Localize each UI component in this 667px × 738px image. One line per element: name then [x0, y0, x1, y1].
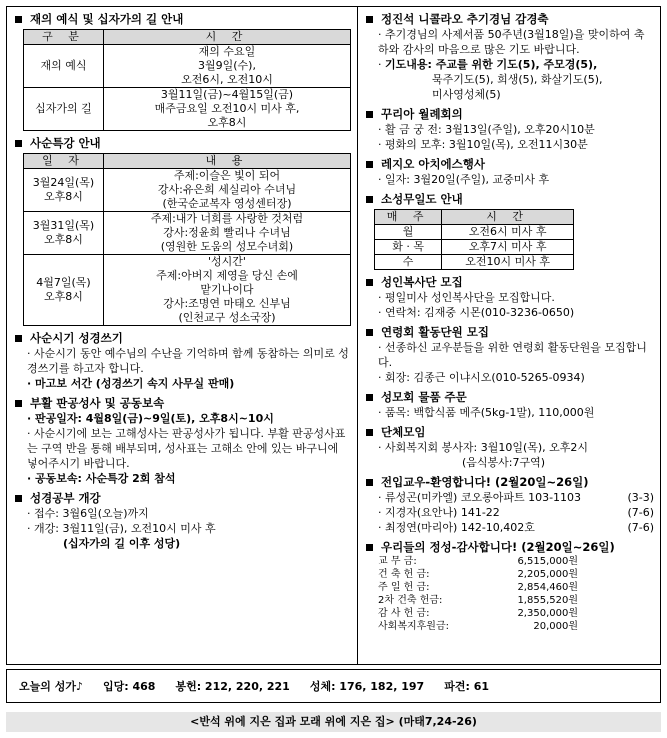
table-header: 구 분 — [24, 30, 104, 45]
section-title-lent-lecture: 사순특강 안내 — [13, 135, 351, 151]
left-column — [7, 7, 358, 664]
hymn-label: 오늘의 성가♪ — [19, 680, 83, 693]
section-title-offerings: 우리들의 정성-감사합니다! (2월20일~26일) — [364, 539, 654, 555]
list-item: · 접수: 3월6일(오늘)까지 — [27, 507, 149, 520]
list-item: · 회장: 김종근 이냐시오(010-5265-0934) — [378, 371, 585, 384]
list-item: · 판공일자: 4월8일(금)~9일(토), 오후8시~10시 — [27, 412, 274, 425]
square-bullet-icon — [366, 16, 373, 23]
section-title-office: 소성무일도 안내 — [364, 191, 654, 207]
hymn-offertory: 봉헌: 212, 220, 221 — [175, 680, 290, 693]
list-item: · 활 금 궁 전: 3월13일(주일), 오후20시10분 — [378, 123, 595, 136]
square-bullet-icon — [366, 161, 373, 168]
list-item: · 사회복지회 봉사자: 3월10일(목), 오후2시 — [378, 441, 589, 454]
offering-list: 교 무 금: 6,515,000원 건 축 헌 금: 2,205,000원 주 일 헌 금: 2,854,460원 2차 건축 헌금: 1,855,520원 감 사 헌 금: 2,350,000원 사회복지후원금: 20,000원 — [378, 556, 578, 632]
section-title-legio: 레지오 아치에스행사 — [364, 156, 654, 172]
section-title-funeral: 연령회 활동단원 모집 — [364, 324, 654, 340]
table-row: 십자가의 길 3월11일(금)~4월15일(금) 매주금요일 오전10시 미사 후, 오후8시 — [24, 88, 351, 131]
hymn-bar — [6, 669, 661, 703]
list-item: · 추기경님의 사제서품 50주년(3월18일)을 맞이하여 축하와 감사의 마음으로 많은 기도 바랍니다. — [378, 28, 645, 56]
section-title-cardinal: 정진석 니콜라오 추기경님 감경축 — [364, 11, 654, 27]
table-header: 내 용 — [104, 154, 351, 169]
square-bullet-icon — [366, 196, 373, 203]
list-item: · 류성곤(미카엘) 코오롱아파트 103-1103 (3-3) — [378, 491, 654, 504]
table-row: 수 오전10시 미사 후 — [375, 255, 574, 270]
list-item: · 사순시기 동안 예수님의 수난을 기억하며 함께 동참하는 의미로 성경쓰기를 하고자 합니다. — [27, 347, 349, 375]
square-bullet-icon — [15, 335, 22, 342]
square-bullet-icon — [15, 140, 22, 147]
section-title-newcomers: 전입교우-환영합니다! (2월20일~26일) — [364, 474, 654, 490]
square-bullet-icon — [15, 400, 22, 407]
table-header: 시 간 — [442, 210, 574, 225]
table-header: 시 간 — [104, 30, 351, 45]
table-row: 재의 예식 재의 수요일 3월9일(수), 오전6시, 오전10시 — [24, 45, 351, 88]
list-item: (십자가의 길 이후 성당) — [63, 537, 181, 550]
list-item: · 기도내용: 주교를 위한 기도(5), 주모경(5), — [378, 58, 598, 71]
list-item: · 지경자(요안나) 141-22 (7-6) — [378, 506, 654, 519]
square-bullet-icon — [366, 544, 373, 551]
table-row: 4월7일(목) 오후8시 '성시간' 주제:아버지 제영을 당신 손에 맡기나이다 강사:조명연 마태오 신부님 (인천교구 성소국장) — [24, 255, 351, 326]
section-title-curia: 꾸리아 월례회의 — [364, 106, 654, 122]
table-row: 월 오전6시 미사 후 — [375, 225, 574, 240]
table-header: 매 주 — [375, 210, 442, 225]
square-bullet-icon — [366, 329, 373, 336]
list-item: · 마고보 서간 (성경쓰기 속지 사무실 판매) — [27, 377, 235, 390]
list-item: · 개강: 3월11일(금), 오전10시 미사 후 — [27, 522, 216, 535]
section-title-ash: 재의 예식 및 십자가의 길 안내 — [13, 11, 351, 27]
square-bullet-icon — [366, 111, 373, 118]
bulletin-body — [6, 6, 661, 665]
table-row: 3월24일(목) 오후8시 주제:이슬은 빛이 되어 강사:유은희 세실리아 수녀님 (한국순교복자 영성센터장) — [24, 169, 351, 212]
square-bullet-icon — [15, 495, 22, 502]
section-title-groups: 단체모임 — [364, 424, 654, 440]
list-item: · 최정연(마리아) 142-10,402호 (7-6) — [378, 521, 654, 534]
hymn-communion: 성체: 176, 182, 197 — [309, 680, 425, 693]
square-bullet-icon — [366, 279, 373, 286]
right-column — [358, 7, 660, 664]
bible-verse: <반석 위에 지은 집과 모래 위에 지은 집> (마태7,24-26) — [6, 712, 661, 732]
square-bullet-icon — [366, 429, 373, 436]
list-item: · 일자: 3월20일(주일), 교중미사 후 — [378, 173, 550, 186]
list-item: · 사순시기에 보는 고해성사는 판공성사가 됩니다. 부활 판공성사표는 구역 반을 통해 배부되며, 성사표는 고해소 안에 있는 바구니에 넣어주시기 바랍니다. — [27, 427, 346, 470]
square-bullet-icon — [15, 16, 22, 23]
list-item: · 선종하신 교우분들을 위한 연령회 활동단원을 모집합니다. — [378, 341, 647, 369]
square-bullet-icon — [366, 394, 373, 401]
list-item: · 공동보속: 사순특강 2회 참석 — [27, 472, 176, 485]
list-item: · 평일미사 성인복사단을 모집합니다. — [378, 291, 555, 304]
table-row: 3월31일(목) 오후8시 주제:내가 너희를 사랑한 것처럼 강사:정윤희 빨리나 수녀님 (영원한 도움의 성모수녀회) — [24, 212, 351, 255]
section-title-bible-study: 성경공부 개강 — [13, 490, 351, 506]
office-table — [374, 209, 574, 270]
hymn-entrance: 입당: 468 — [102, 680, 156, 693]
lent-lecture-table — [23, 153, 351, 326]
section-title-altar-servers: 성인복사단 모집 — [364, 274, 654, 290]
list-item: · 연락처: 김재중 시몬(010-3236-0650) — [378, 306, 575, 319]
ash-cross-table — [23, 29, 351, 131]
list-item: · 품목: 백합식품 메주(5kg-1말), 110,000원 — [378, 406, 595, 419]
table-header: 일 자 — [24, 154, 104, 169]
list-item: · 평화의 모후: 3월10일(목), 오전11시30분 — [378, 138, 588, 151]
section-title-confession: 부활 판공성사 및 공동보속 — [13, 395, 351, 411]
list-item: 미사영성체(5) — [432, 88, 501, 101]
list-item: 묵주기도(5), 희생(5), 화살기도(5), — [432, 73, 603, 86]
square-bullet-icon — [366, 479, 373, 486]
section-title-bible-writing: 사순시기 성경쓰기 — [13, 330, 351, 346]
table-row: 화 · 목 오후7시 미사 후 — [375, 240, 574, 255]
list-item: (음식봉사:7구역) — [462, 456, 546, 469]
hymn-recession: 파견: 61 — [444, 680, 490, 693]
section-title-mothers-order: 성모회 물품 주문 — [364, 389, 654, 405]
